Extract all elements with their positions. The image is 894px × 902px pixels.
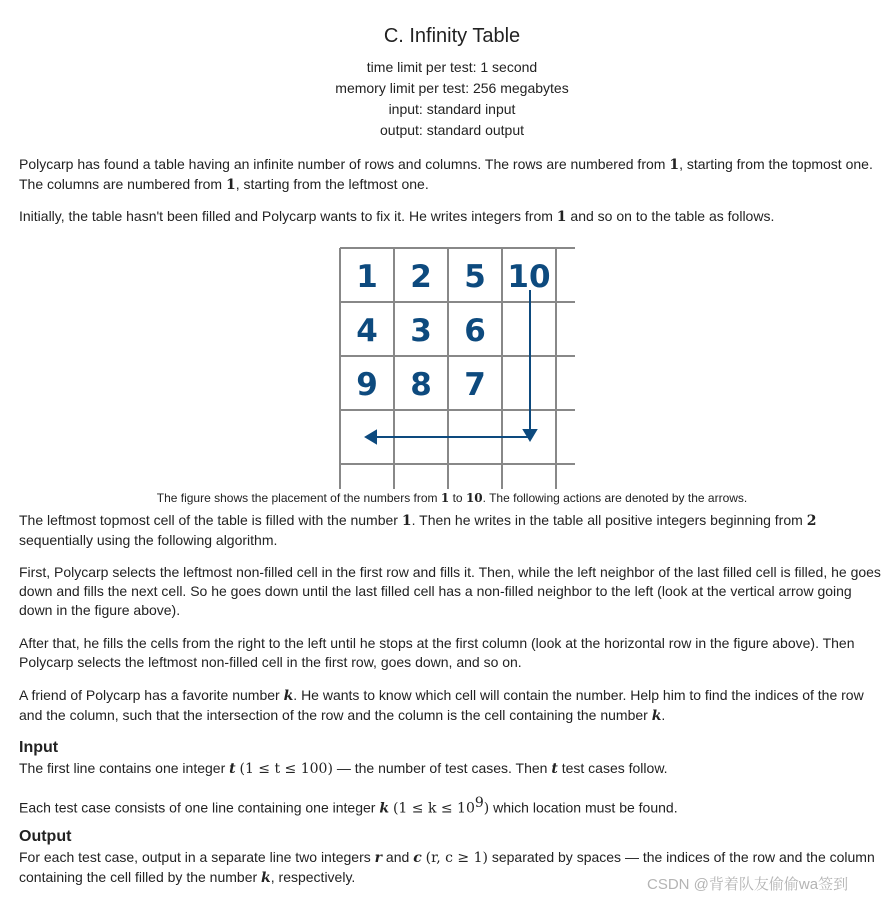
fill-path-arrows: [366, 290, 536, 443]
input-spec: input: standard input: [388, 101, 516, 117]
statement-paragraph-2: Initially, the table hasn't been filled and Polycarp wants to fix it. He writes integers from 1 and so on to the table as follows.: [19, 208, 775, 225]
input-heading: Input: [19, 739, 59, 756]
time-limit: time limit per test: 1 second: [366, 59, 538, 75]
statement-paragraph-1: Polycarp has found a table having an infinite number of rows and columns. The rows are numbered from 1, starting from the topmost one. The columns are numbered from 1, starting from the leftmost one.: [19, 156, 873, 193]
statement-paragraph-6: A friend of Polycarp has a favorite number k. He wants to know which cell will contain the number. Help him to find the indices of the row and the column, such that the intersection of the row and the column is the cell containing the number k.: [19, 687, 864, 724]
statement-paragraph-5: After that, he fills the cells from the right to the left until he stops at the first column (look at the horizontal row in the figure above). Then Polycarp selects the leftmost non-filled cell in the first row, goes down, and so on.: [19, 635, 855, 670]
statement-paragraph-3: The leftmost topmost cell of the table is filled with the number 1. Then he writes in the table all positive integers beginning from 2 sequentially using the following algorithm.: [19, 512, 817, 548]
statement-paragraph-4: First, Polycarp selects the leftmost non-filled cell in the first row and fills it. Then, while the left neighbor of the last filled cell is filled, he goes down and fills the next cell. So he goes down until the last filled cell has a non-filled neighbor to the left (look at the vertical arrow going down in the figure above).: [19, 564, 881, 618]
problem-title: C. Infinity Table: [383, 25, 521, 47]
table-cell-number: 6: [464, 313, 486, 349]
table-cell-number: 3: [410, 313, 432, 349]
output-spec: output: standard output: [380, 122, 524, 138]
table-cell-number: 10: [507, 259, 551, 295]
down-arrow-head: [524, 430, 536, 440]
table-cell-number: 8: [410, 367, 432, 403]
infinity-table-figure: [338, 246, 578, 492]
csdn-watermark: CSDN @背着队友偷偷wa签到: [647, 876, 849, 893]
table-cell-number: 4: [356, 313, 378, 349]
table-cell-number: 2: [410, 259, 432, 295]
output-paragraph-1: For each test case, output in a separate line two integers r and c (r, c ≥ 1) separated by spaces — the indices of the row and the column containing the cell filled by the number k, respectively.: [19, 849, 875, 886]
table-cell-number: 1: [356, 259, 378, 295]
table-cell-number: 7: [464, 367, 486, 403]
figure-caption: The figure shows the placement of the numbers from 1 to 10. The following actions are denoted by the arrows.: [156, 491, 748, 505]
table-cell-number: 9: [356, 367, 378, 403]
table-cell-number: 5: [464, 259, 486, 295]
input-paragraph-2: Each test case consists of one line containing one integer k $(1 \le k \le 10^9)$ which location must be found.: [19, 795, 678, 817]
input-paragraph-1: The first line contains one integer t (1 ≤ t ≤ 100) — the number of test cases. Then t test cases follow.: [19, 760, 668, 777]
memory-limit: memory limit per test: 256 megabytes: [335, 80, 569, 96]
output-heading: Output: [19, 828, 72, 845]
left-arrow-head: [366, 431, 376, 443]
